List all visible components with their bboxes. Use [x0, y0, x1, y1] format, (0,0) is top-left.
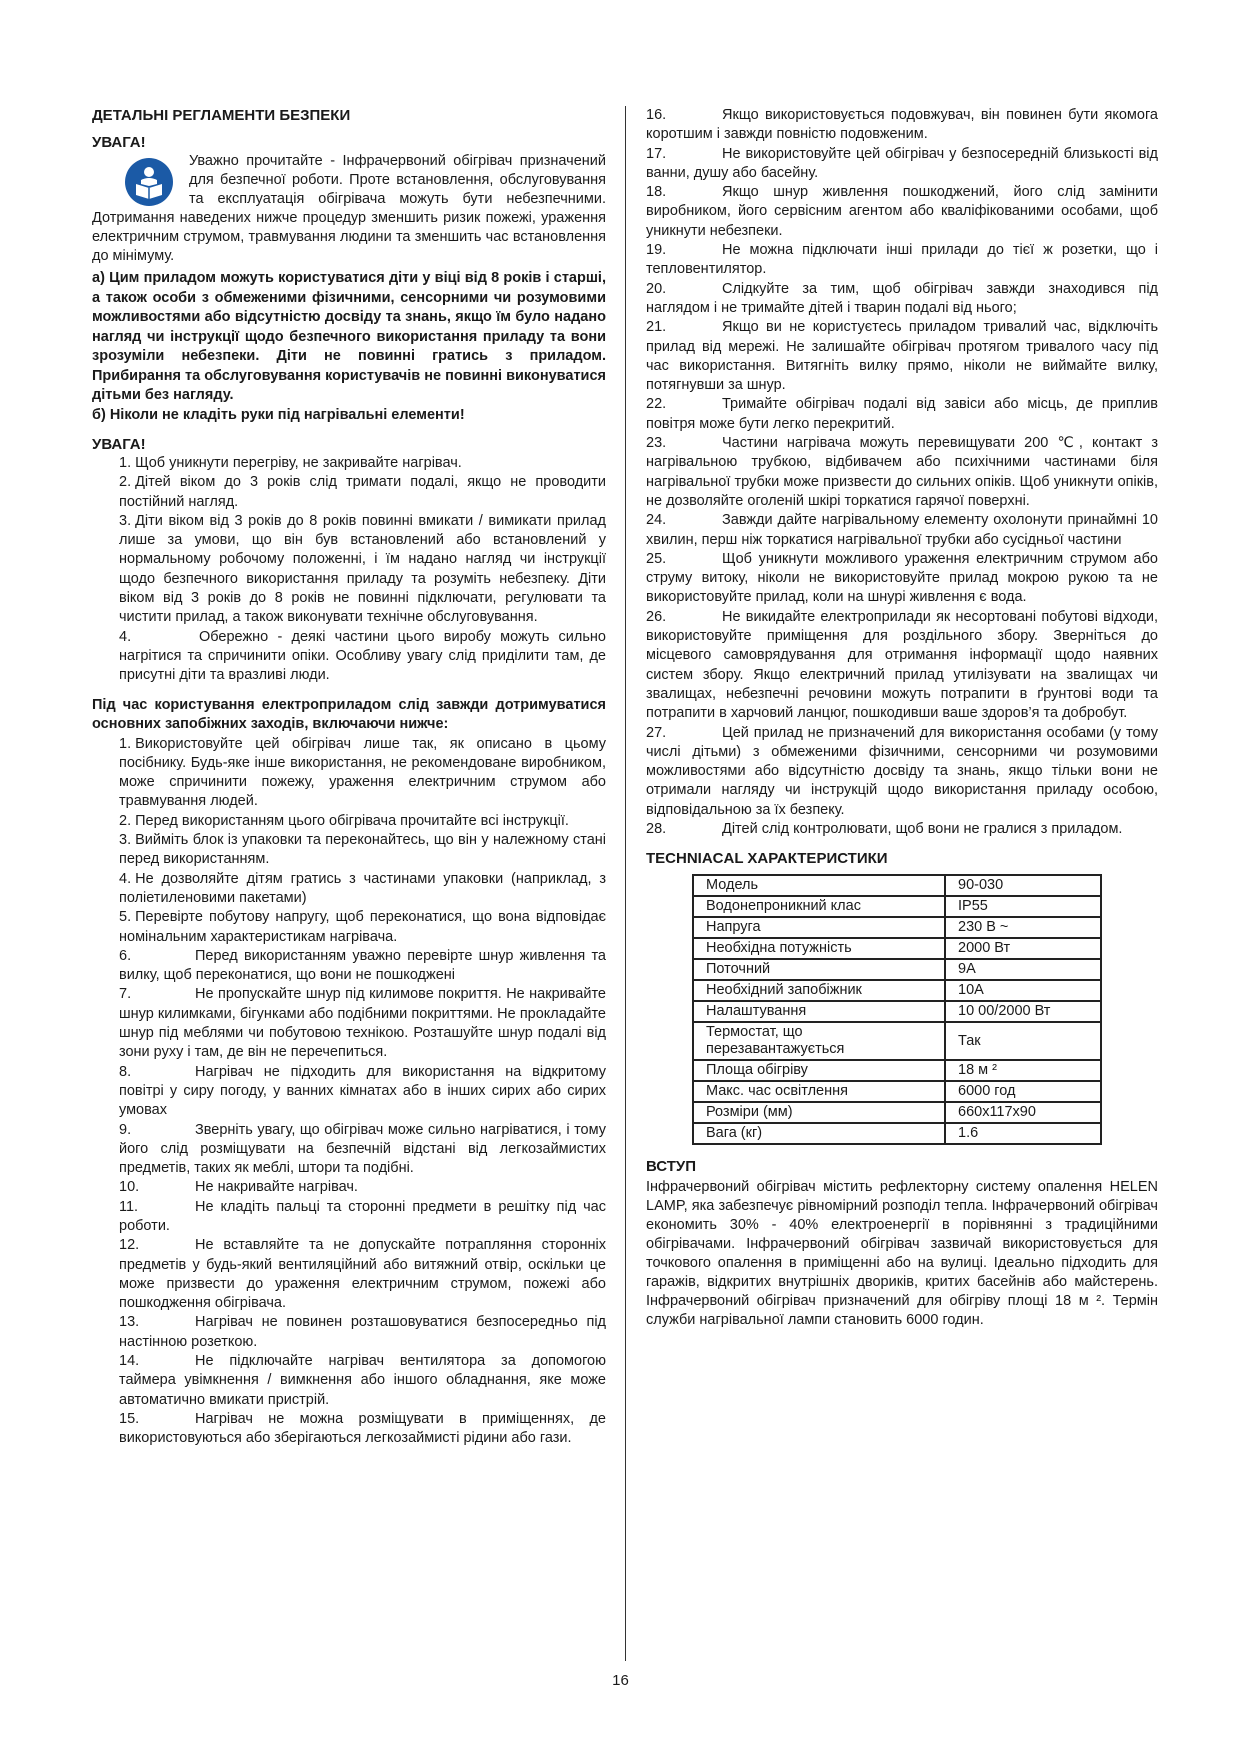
spec-value: 6000 год — [945, 1081, 1101, 1102]
spec-table — [692, 874, 1102, 1145]
spec-row — [693, 1022, 1101, 1060]
spacer — [92, 686, 606, 696]
item-text: Дітей слід контролювати, щоб вони не гралися з приладом. — [722, 820, 1123, 837]
item-text: Не використовуйте цей обігрівач у безпосередній близькості від ванни, душу або басейну. — [646, 145, 1158, 181]
spec-value: 660х117х90 — [945, 1102, 1101, 1123]
spec-key: Необхідний запобіжник — [693, 980, 945, 1001]
item-number: 24. — [646, 512, 667, 529]
item-number: 11. — [119, 1198, 139, 1215]
list-item — [92, 1063, 606, 1121]
spec-row — [693, 1081, 1101, 1102]
item-text: Тримайте обігрівач подалі від завіси або місць, де приплив повітря може бути легко перекритий. — [646, 396, 1158, 432]
spec-key: Поточний — [693, 959, 945, 980]
spec-value: 230 В ~ — [945, 917, 1101, 938]
spec-key: Необхідна потужність — [693, 938, 945, 959]
item-number: 20. — [646, 280, 667, 297]
rule-a — [92, 269, 606, 406]
list-item — [92, 985, 606, 1062]
item-text: Перед використанням уважно перевірте шнур живлення та вилку, щоб переконатися, що вони не пошкоджені — [119, 947, 606, 984]
spec-row — [693, 1001, 1101, 1022]
precautions-list — [92, 735, 606, 1449]
item-text: Нагрівач не підходить для використання на відкритому повітрі у сиру погоду, у ванних кімнатах або в інших сирих або сирих умовах — [119, 1063, 606, 1119]
list-item — [92, 1178, 606, 1197]
item-number: 6. — [119, 947, 132, 964]
left-column — [92, 106, 606, 1449]
spec-row — [693, 938, 1101, 959]
spec-value: 9А — [945, 959, 1101, 980]
item-number: 7. — [119, 986, 132, 1003]
list-item — [619, 145, 1158, 184]
safety-intro — [92, 152, 606, 266]
warning-label: УВАГА! — [92, 134, 146, 151]
rule-a-text: Цим приладом можуть користуватися діти у віці від 8 років і старші, а також особи з обмеженими фізичними, сенсорними чи розумовими можливостями або відсутністю досвіду та знань, якщо їм було надано нагляд чи інструкції щодо безпечного використання приладу та вони зрозуміли небезпеки. Діти не повинні гратись з приладом. Прибирання та обслуговування користувачів не повинні виконуватися дітьми без нагляду. — [92, 270, 606, 403]
right-column — [646, 106, 1158, 1330]
item-text: Слідкуйте за тим, щоб обігрівач завжди знаходився під наглядом і не тримайте дітей і тварин подалі від нього; — [646, 280, 1158, 316]
item-text: Якщо ви не користуєтесь приладом тривалий час, відключіть прилад від мережі. Не залишайте обігрівач протягом тривалого часу під час використання. Витягніть вилку прямо, ніколи не виймайте вилку, потягнувши за шнур. — [646, 319, 1158, 394]
item-number: 4. — [119, 870, 132, 887]
spacer — [92, 425, 606, 435]
item-number: 21. — [646, 319, 667, 336]
item-number: 4. — [119, 628, 132, 645]
list-item — [92, 908, 606, 947]
list-item — [92, 1313, 606, 1352]
item-number: 2. — [119, 812, 132, 829]
item-number: 10. — [119, 1179, 140, 1196]
item-text: Нагрівач не повинен розташовуватися безпосередньо під настінною розеткою. — [119, 1314, 606, 1350]
read-manual-glyph — [129, 162, 169, 202]
spec-key: Розміри (мм) — [693, 1102, 945, 1123]
item-text: Обережно - деякі частини цього виробу можуть сильно нагрітися та спричинити опіки. Особливу увагу слід приділити там, де присутні діти та вразливі люди. — [119, 628, 606, 684]
item-number: 5. — [119, 909, 132, 926]
item-text: Щоб уникнути можливого ураження електричним струмом або струму витоку, ніколи не використовуйте прилад мокрою рукою та не використовуйте прилад, коли на шнурі живлення є вода. — [646, 550, 1158, 606]
list-item — [92, 512, 606, 628]
item-text: Якщо використовується подовжувач, він повинен бути якомога коротшим і завжди повністю подовженим. — [646, 107, 1158, 143]
spec-table-body — [693, 875, 1101, 1144]
list-item — [619, 511, 1158, 550]
spec-key: Термостат, що перезавантажується — [693, 1022, 945, 1060]
page-number: 16 — [612, 1672, 629, 1689]
spec-value: 18 м ² — [945, 1060, 1101, 1081]
item-number: 9. — [119, 1121, 132, 1138]
precautions-heading: Під час користування електроприладом слід завжди дотримуватися основних запобіжних заходів, включаючи нижче: — [92, 696, 606, 733]
spec-key: Водонепроникний клас — [693, 896, 945, 917]
spec-value: 10А — [945, 980, 1101, 1001]
list-item — [619, 241, 1158, 280]
item-number: 27. — [646, 724, 667, 741]
item-text: Не пропускайте шнур під килимове покриття. Не накривайте шнур килимками, бігунками або подібними покриттями. Не прокладайте шнур під меблями чи побутовою технікою. Розташуйте шнур подалі від зони руху і там, де він не перечепиться. — [119, 986, 606, 1061]
rule-b-text: Ніколи не кладіть руки під нагрівальні елементи! — [109, 406, 465, 423]
list-item — [92, 1121, 606, 1179]
item-number: 26. — [646, 608, 667, 625]
list-item — [92, 831, 606, 870]
item-text: Перед використанням цього обігрівача прочитайте всі інструкції. — [135, 812, 569, 829]
item-number: 1. — [119, 455, 132, 471]
list-item — [619, 106, 1158, 145]
item-text: Зверніть увагу, що обігрівач може сильно нагріватися, і тому його слід розміщувати на безпечній відстані від легкозаймистих предметів, таких як меблі, штори та подібні. — [119, 1121, 606, 1177]
spec-key: Модель — [693, 875, 945, 896]
item-text: Не вставляйте та не допускайте потрапляння сторонніх предметів у будь-який вентиляційний або витяжний отвір, оскільки це може призвести до ураження електричним струмом, пожежі або пошкодження обігрівача. — [119, 1237, 606, 1312]
item-text: Щоб уникнути перегріву, не закривайте нагрівач. — [135, 455, 462, 471]
list-item — [92, 1198, 606, 1237]
item-number: 25. — [646, 550, 667, 567]
list-item — [92, 473, 606, 512]
spec-row — [693, 1102, 1101, 1123]
list-item — [92, 870, 606, 909]
read-manual-icon — [125, 158, 173, 206]
item-number: 14. — [119, 1353, 140, 1370]
spec-value: IP55 — [945, 896, 1101, 917]
spec-value: Так — [945, 1022, 1101, 1060]
spec-row — [693, 980, 1101, 1001]
spec-value: 2000 Вт — [945, 938, 1101, 959]
intro-title: ВСТУП — [646, 1158, 696, 1176]
list-item — [92, 735, 606, 812]
item-number: 8. — [119, 1063, 132, 1080]
item-text: Використовуйте цей обігрівач лише так, як описано в цьому посібнику. Будь-яке інше використання, не рекомендоване виробником, може спричинити пожежу, ураження електричним струмом або травмування людей. — [119, 735, 606, 810]
spec-row — [693, 1060, 1101, 1081]
item-number: 22. — [646, 396, 667, 413]
list-item — [619, 820, 1158, 839]
warning-list — [92, 454, 606, 686]
item-number: 15. — [119, 1410, 140, 1427]
safety-intro-text: Уважно прочитайте - Інфрачервоний обігрівач призначений для безпечної роботи. Проте встановлення, обслуговування та експлуатація обігрівача можуть бути небезпечними. Дотримання наведених нижче процедур зменшить ризик пожежі, ураження електричним струмом, травмування людини та зменшить час встановлення до мінімуму. — [92, 153, 606, 264]
spec-title: TECHNIACAL ХАРАКТЕРИСТИКИ — [646, 850, 888, 868]
item-number: 18. — [646, 184, 667, 201]
section-title-safety: ДЕТАЛЬНІ РЕГЛАМЕНТИ БЕЗПЕКИ — [92, 107, 351, 124]
item-text: Цей прилад не призначений для використання особами (у тому числі дітьми) з обмеженими фізичними, сенсорними чи розумовими можливостями або відсутністю досвіду та знань, якщо тільки вони не отримали нагляду чи інструкцій щодо використання приладу особою, відповідальною за їх безпеку. — [646, 724, 1158, 818]
item-text: Якщо шнур живлення пошкоджений, його слід замінити виробником, його сервісним агентом або кваліфікованими особами, щоб уникнути небезпеки. — [646, 184, 1158, 239]
list-item — [619, 434, 1158, 511]
list-item — [92, 1236, 606, 1313]
spec-key: Макс. час освітлення — [693, 1081, 945, 1102]
item-number: 17. — [646, 145, 667, 162]
spec-row — [693, 1123, 1101, 1144]
list-item — [92, 1352, 606, 1410]
list-item — [92, 1410, 606, 1449]
list-item — [92, 628, 606, 686]
item-text: Вийміть блок із упаковки та переконайтесь, що він у належному стані перед використанням. — [119, 832, 606, 868]
spec-key: Налаштування — [693, 1001, 945, 1022]
item-text: Не можна підключати інші прилади до тієї ж розетки, що і тепловентилятор. — [646, 242, 1158, 278]
rule-a-label: а) — [92, 270, 105, 286]
item-text: Не дозволяйте дітям гратись з частинами упаковки (наприклад, з поліетиленовими пакетами) — [119, 870, 606, 906]
list-item — [619, 550, 1158, 608]
item-text: Завжди дайте нагрівальному елементу охолонути принаймні 10 хвилин, перш ніж торкатися нагрівальної трубки або сусідньої частини — [646, 512, 1158, 548]
spec-value: 1.6 — [945, 1123, 1101, 1144]
item-number: 2. — [119, 474, 132, 491]
spec-key: Площа обігріву — [693, 1060, 945, 1081]
spec-row — [693, 959, 1101, 980]
item-number: 13. — [119, 1314, 140, 1331]
item-number: 28. — [646, 820, 667, 837]
spec-key: Напруга — [693, 917, 945, 938]
item-text: Не викидайте електроприлади як несортовані побутові відходи, використовуйте приміщення для роздільного збору. Зверніться до місцевого самоврядування для отримання інформації щодо наявних систем збору. Якщо електричний прилад утилізувати на звалищах чи звалищах, небезпечні речовини можуть потрапити в ґрунтові води та потрапити в харчовий ланцюг, пошкодивши ваше здоров’я та добробут. — [646, 608, 1158, 722]
item-text: Перевірте побутову напругу, щоб переконатися, що вона відповідає номінальним характеристикам нагрівача. — [119, 909, 606, 945]
spec-value: 10 00/2000 Вт — [945, 1001, 1101, 1022]
item-text: Нагрівач не можна розміщувати в приміщеннях, де використовуються або зберігаються легкозаймисті рідини або гази. — [119, 1410, 606, 1447]
item-number: 3. — [119, 832, 132, 849]
list-item — [619, 280, 1158, 319]
item-number: 3. — [119, 512, 132, 529]
item-number: 19. — [646, 242, 667, 259]
item-text: Дітей віком до 3 років слід тримати подалі, якщо не проводити постійний нагляд. — [119, 474, 606, 510]
item-number: 16. — [646, 107, 667, 123]
list-item — [92, 454, 606, 473]
warning-label-2: УВАГА! — [92, 436, 146, 453]
spec-row — [693, 896, 1101, 917]
list-item — [619, 183, 1158, 241]
item-number: 23. — [646, 435, 667, 452]
item-text: Не кладіть пальці та сторонні предмети в решітку під час роботи. — [119, 1198, 606, 1234]
item-text: Частини нагрівача можуть перевищувати 200 ℃, контакт з нагрівальною трубкою, відбивачем або психічними частинами біля нагрівальної трубки може призвести до сильних опіків. Щоб уникнути опіків, не дозволяйте оголеній шкірі торкатися гарячої поверхні. — [646, 435, 1158, 509]
item-text: Не підключайте нагрівач вентилятора за допомогою таймера увімкнення / вимкнення або іншого обладнання, яке може автоматично вмикати пристрій. — [119, 1353, 606, 1408]
spec-key: Вага (кг) — [693, 1123, 945, 1144]
item-text: Не накривайте нагрівач. — [195, 1179, 358, 1196]
precautions-list-continued — [619, 106, 1158, 839]
list-item — [619, 724, 1158, 820]
spec-row — [693, 917, 1101, 938]
item-number: 1. — [119, 735, 132, 752]
item-number: 12. — [119, 1237, 140, 1254]
list-item — [92, 947, 606, 986]
spec-row — [693, 875, 1101, 896]
intro-text: Інфрачервоний обігрівач містить рефлекторну систему опалення HELEN LAMP, яка забезпечує рівномірний розподіл тепла. Інфрачервоний обігрівач економить 30% - 40% електроенергії в порівнянні з традиційними обігрівачами. Інфрачервоний обігрівач зазвичай використовується для точкового опалення в приміщенні або на вулиці. Ідеально підходить для гаражів, відкритих внутрішніх двориків, критих басейнів або майстерень. Інфрачервоний обігрівач призначений для обігріву площі 18 м ². Термін служби нагрівальної лампи становить 6000 годин. — [646, 1179, 1158, 1329]
list-item — [619, 318, 1158, 395]
list-item — [619, 395, 1158, 434]
rule-b-label: б) — [92, 406, 106, 423]
rule-b — [92, 406, 606, 426]
item-text: Діти віком від 3 років до 8 років повинні вмикати / вимикати прилад лише за умови, що він був встановлений або встановлений у нормальному робочому положенні, і їм надано нагляд чи інструкції щодо безпечного використання приладу та розуміть небезпеку. Діти віком від 3 років до 8 років не повинні підключати, регулювати та чистити прилад, а також виконувати технічне обслуговування. — [119, 512, 606, 626]
list-item — [92, 812, 606, 831]
spec-value: 90-030 — [945, 875, 1101, 896]
list-item — [619, 608, 1158, 724]
